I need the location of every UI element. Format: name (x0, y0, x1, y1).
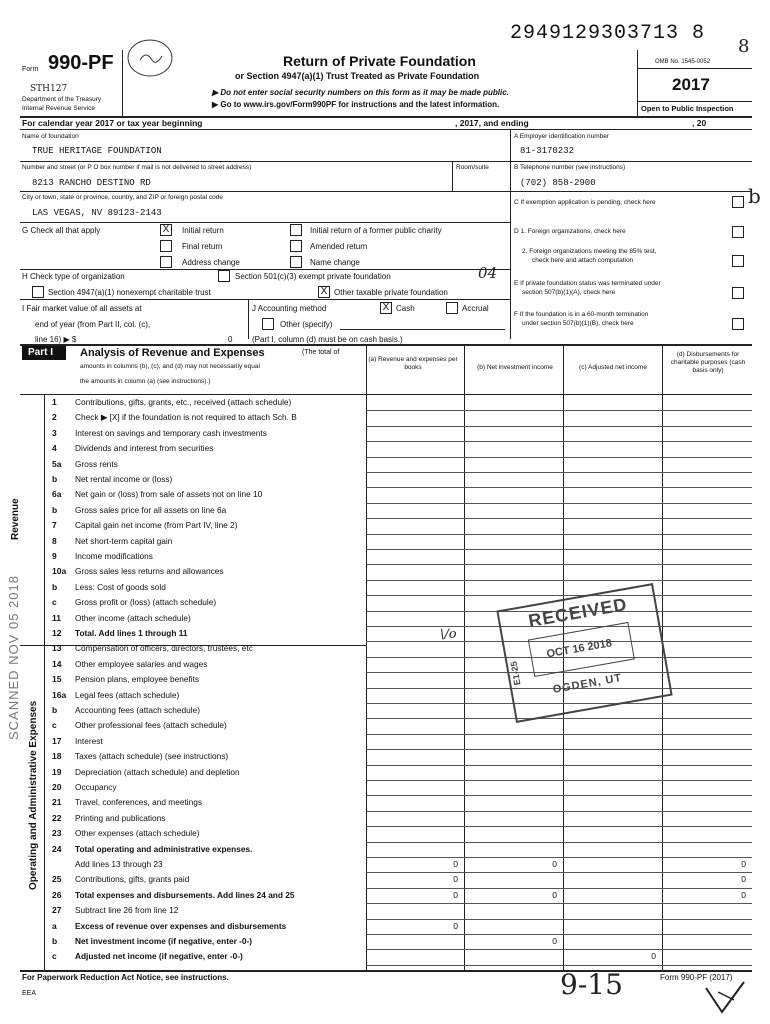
handwritten-page-note: 9-15 (560, 968, 623, 1001)
treasury-dept: Department of the Treasury (22, 96, 102, 103)
row-number: 19 (52, 766, 62, 777)
handwritten-circle-mark (120, 32, 180, 82)
ein-value: 81-3170232 (520, 146, 575, 156)
terminated-label-2: section 507(b)(1)(A), check here (522, 289, 616, 296)
sixty-month-checkbox[interactable] (732, 318, 744, 330)
row-number: 6a (52, 489, 62, 500)
street-address: 8213 RANCHO DESTINO RD (32, 178, 151, 188)
expenses-side-label: Operating and Administrative Expenses (28, 700, 39, 890)
row-label: Net gain or (loss) from sale of assets not on line 10 (75, 489, 263, 500)
row-value-col-c[interactable]: 0 (651, 951, 656, 962)
form-subtitle: or Section 4947(a)(1) Trust Treated as Private Foundation (235, 71, 480, 81)
street-label: Number and street (or P O box number if mail is not delivered to street address) (22, 164, 252, 171)
other-method-label: Other (specify) (280, 320, 333, 329)
row-number: 24 (52, 843, 62, 854)
sixty-month-label-1: F If the foundation is in a 60-month termination (514, 311, 649, 318)
section-h-label: H Check type of organization (22, 272, 125, 281)
initial-former-checkbox[interactable] (290, 224, 302, 236)
row-label: Excess of revenue over expenses and disbursements (75, 920, 287, 931)
initial-return-label: Initial return (182, 226, 224, 235)
row-label: Legal fees (attach schedule) (75, 689, 180, 700)
row-number: b (52, 504, 58, 515)
exemption-pending-checkbox[interactable] (732, 196, 744, 208)
part1-desc-2: amounts in columns (b), (c), and (d) may not necessarily equal (80, 363, 260, 370)
received-stamp-city: OGDEN, UT (551, 671, 624, 696)
foreign-org-checkbox[interactable] (732, 226, 744, 238)
received-stamp-title: RECEIVED (526, 594, 629, 632)
row-number: 18 (52, 751, 62, 762)
foreign-85-label-2: check here and attach computation (532, 257, 634, 264)
cash-label: Cash (396, 304, 415, 313)
row-label: Taxes (attach schedule) (see instructions) (75, 751, 229, 762)
row-number: c (52, 597, 57, 608)
row-label: Accounting fees (attach schedule) (75, 705, 200, 715)
row-value-col-a[interactable]: 0 (453, 920, 458, 931)
row-label: Interest (75, 735, 103, 746)
year-end-label: , 20 (692, 118, 707, 128)
row-label: Gross profit or (loss) (attach schedule) (75, 597, 217, 608)
form-ref-footer: Form 990-PF (2017) (660, 973, 733, 982)
handwritten-04: 04 (478, 264, 498, 282)
row-number: b (52, 936, 58, 946)
row-value-col-a[interactable]: 0 (453, 889, 458, 900)
other-taxable-checkbox[interactable]: X (318, 286, 330, 298)
row-number: c (52, 720, 57, 731)
nonexempt-trust-checkbox[interactable] (32, 286, 44, 298)
eea-label: EEA (22, 990, 37, 997)
row-label: Add lines 13 through 23 (75, 859, 163, 869)
received-stamp-inner (528, 622, 635, 677)
accrual-label: Accrual (462, 304, 489, 313)
row-number: 1 (52, 397, 57, 407)
row-number: b (52, 474, 58, 484)
row-label: Subtract line 26 from line 12 (75, 905, 179, 916)
room-suite-label: Room/suite (456, 164, 489, 171)
year-corner-mark: 8 (738, 36, 750, 57)
row-label: Interest on savings and temporary cash investments (75, 427, 267, 438)
row-number: 20 (52, 782, 62, 792)
received-stamp-code: E1-25 (508, 660, 523, 686)
row-value-col-b[interactable]: 0 (552, 936, 557, 946)
website-notice: ▶ Go to www.irs.gov/Form990PF for instructions and the latest information. (212, 100, 500, 109)
section-g-label: G Check all that apply (22, 226, 101, 235)
paperwork-notice: For Paperwork Reduction Act Notice, see instructions. (22, 973, 229, 982)
and-ending-label: , 2017, and ending (455, 118, 529, 128)
phone-value: (702) 858-2900 (520, 178, 596, 188)
row-number: 26 (52, 889, 62, 900)
row-label: Total operating and administrative expenses. (75, 843, 253, 854)
dln-number: 2949129303713 8 (510, 22, 706, 45)
scanned-stamp-side: SCANNED NOV 05 2018 (6, 575, 21, 740)
line12-handwritten-note: \/o (440, 627, 457, 642)
row-label: Contributions, gifts, grants, etc., received (attach schedule) (75, 397, 292, 407)
row-label: Travel, conferences, and meetings (75, 797, 202, 808)
row-number: 13 (52, 643, 62, 654)
cash-basis-note: (Part I, column (d) must be on cash basis.) (252, 335, 403, 344)
row-label: Less: Cost of goods sold (75, 581, 166, 592)
row-label: Net investment income (if negative, enter -0-) (75, 936, 253, 946)
row-number: 27 (52, 905, 62, 916)
row-number: 8 (52, 535, 57, 546)
row-value-col-a[interactable]: 0 (453, 859, 458, 869)
city-state-zip: LAS VEGAS, NV 89123-2143 (32, 208, 162, 218)
row-label: Gross rents (75, 458, 118, 469)
row-number: 3 (52, 427, 57, 438)
cash-checkbox[interactable]: X (380, 302, 392, 314)
nonexempt-trust-label: Section 4947(a)(1) nonexempt charitable trust (48, 288, 211, 297)
foreign-85-label-1: 2. Foreign organizations meeting the 85% test, (522, 248, 657, 255)
initial-return-checkbox[interactable]: X (160, 224, 172, 236)
row-value-col-b[interactable]: 0 (552, 889, 557, 900)
row-label: Total. Add lines 1 through 11 (75, 628, 188, 638)
part1-desc-3: the amounts in column (a) (see instructions).) (80, 378, 211, 385)
revenue-side-label: Revenue (10, 498, 21, 540)
row-number: a (52, 920, 57, 931)
exempt-501c3-label: Section 501(c)(3) exempt private foundation (235, 272, 391, 281)
foundation-name: TRUE HERITAGE FOUNDATION (32, 146, 162, 156)
ein-label: A Employer identification number (514, 133, 610, 140)
name-change-checkbox[interactable] (290, 256, 302, 268)
amended-return-checkbox[interactable] (290, 240, 302, 252)
city-label: City or town, state or province, country, and ZIP or foreign postal code (22, 194, 223, 201)
col-c-header: (c) Adjusted net income (579, 364, 647, 371)
other-method-checkbox[interactable] (262, 318, 274, 330)
row-number: 9 (52, 551, 57, 561)
part1-title: Analysis of Revenue and Expenses (80, 347, 265, 359)
row-number: b (52, 581, 58, 592)
row-label: Dividends and interest from securities (75, 443, 214, 454)
row-number: 10a (52, 566, 67, 577)
row-label: Other income (attach schedule) (75, 612, 191, 623)
row-number: 5a (52, 458, 62, 469)
row-value-col-a[interactable]: 0 (453, 874, 458, 885)
tax-year: 2017 (672, 75, 710, 94)
handwritten-stamp-code: STH127 (30, 84, 68, 94)
row-number: 4 (52, 443, 57, 454)
row-number: 21 (52, 797, 62, 808)
fmv-label-1: I Fair market value of all assets at (22, 304, 142, 313)
foundation-name-label: Name of foundation (22, 133, 79, 140)
part1-desc-1: (The total of (302, 349, 340, 356)
final-return-checkbox[interactable] (160, 240, 172, 252)
accounting-method-label: J Accounting method (252, 304, 327, 313)
exempt-501c3-checkbox[interactable] (218, 270, 230, 282)
received-stamp-date: OCT 16 2018 (545, 637, 613, 661)
row-number: 17 (52, 735, 62, 746)
final-return-label: Final return (182, 242, 223, 251)
row-number: 23 (52, 828, 62, 839)
row-label: Other expenses (attach schedule) (75, 828, 200, 839)
row-label: Pension plans, employee benefits (75, 674, 200, 685)
col-d-header: (d) Disbursements for charitable purposes (cash basis only) (670, 351, 746, 374)
form-number: 990-PF (48, 52, 114, 74)
ssn-notice: ▶ Do not enter social security numbers on this form as it may be made public. (212, 88, 509, 97)
row-number: 2 (52, 412, 57, 423)
address-change-checkbox[interactable] (160, 256, 172, 268)
row-label: Other professional fees (attach schedule) (75, 720, 227, 731)
row-number: 7 (52, 520, 57, 531)
row-label: Occupancy (75, 782, 117, 792)
part1-badge-text: Part I (28, 347, 54, 358)
form-prefix: Form (22, 66, 39, 73)
row-value-col-d[interactable]: 0 (741, 874, 746, 885)
row-number: 11 (52, 612, 61, 623)
row-number: 22 (52, 812, 62, 823)
received-stamp (496, 583, 672, 723)
sixty-month-label-2: under section 507(b)(1)(B), check here (522, 320, 634, 327)
row-label: Check ▶ [X] if the foundation is not required to attach Sch. B (75, 412, 297, 423)
omb-number: OMB No. 1545-0052 (655, 59, 711, 65)
calendar-year-line: For calendar year 2017 or tax year beginning (22, 118, 203, 128)
exemption-pending-label: C If exemption application is pending, check here (514, 199, 656, 206)
row-label: Total expenses and disbursements. Add lines 24 and 25 (75, 889, 295, 900)
row-number: c (52, 951, 57, 962)
row-label: Other employee salaries and wages (75, 658, 208, 669)
row-label: Contributions, gifts, grants paid (75, 874, 190, 885)
row-value-col-b[interactable]: 0 (552, 859, 557, 869)
row-label: Gross sales price for all assets on line 6a (75, 504, 227, 515)
row-value-col-d[interactable]: 0 (741, 889, 746, 900)
handwritten-checkmark (700, 978, 750, 1018)
fmv-label-3: line 16) ▶ $ (35, 335, 77, 344)
other-taxable-label: Other taxable private foundation (334, 288, 448, 297)
phone-label: B Telephone number (see instructions) (514, 164, 626, 171)
name-change-label: Name change (310, 258, 360, 267)
accrual-checkbox[interactable] (446, 302, 458, 314)
row-label: Capital gain net income (from Part IV, line 2) (75, 520, 238, 531)
row-label: Printing and publications (75, 812, 166, 823)
row-number: b (52, 705, 58, 715)
irs-label: Internal Revenue Service (22, 105, 95, 112)
fmv-label-2: end of year (from Part II, col. (c), (35, 320, 151, 329)
initial-former-label: Initial return of a former public charity (310, 226, 442, 235)
foreign-85-checkbox[interactable] (732, 255, 744, 267)
row-label: Net rental income or (loss) (75, 474, 173, 484)
row-label: Compensation of officers, directors, trustees, etc (75, 643, 253, 654)
row-label: Income modifications (75, 551, 153, 561)
handwritten-mark-c: b (748, 184, 761, 208)
public-inspection: Open to Public Inspection (641, 104, 734, 113)
foreign-org-label: D 1. Foreign organizations, check here (514, 228, 626, 235)
row-number: 14 (52, 658, 62, 669)
amended-return-label: Amended return (310, 242, 368, 251)
row-number: 25 (52, 874, 62, 885)
row-label: Net short-term capital gain (75, 535, 173, 546)
row-value-col-d[interactable]: 0 (741, 859, 746, 869)
row-label: Depreciation (attach schedule) and depletion (75, 766, 240, 777)
fmv-value: 0 (228, 335, 233, 344)
row-label: Adjusted net income (if negative, enter -0-) (75, 951, 243, 962)
row-number: 12 (52, 628, 62, 638)
terminated-checkbox[interactable] (732, 287, 744, 299)
row-label: Gross sales less returns and allowances (75, 566, 224, 577)
address-change-label: Address change (182, 258, 240, 267)
col-a-header: (a) Revenue and expenses per books (368, 356, 458, 371)
col-b-header: (b) Net investment income (477, 364, 553, 371)
row-number: 16a (52, 689, 67, 700)
form-title: Return of Private Foundation (283, 53, 476, 69)
row-number: 15 (52, 674, 62, 685)
terminated-label-1: E If private foundation status was terminated under (514, 280, 661, 287)
